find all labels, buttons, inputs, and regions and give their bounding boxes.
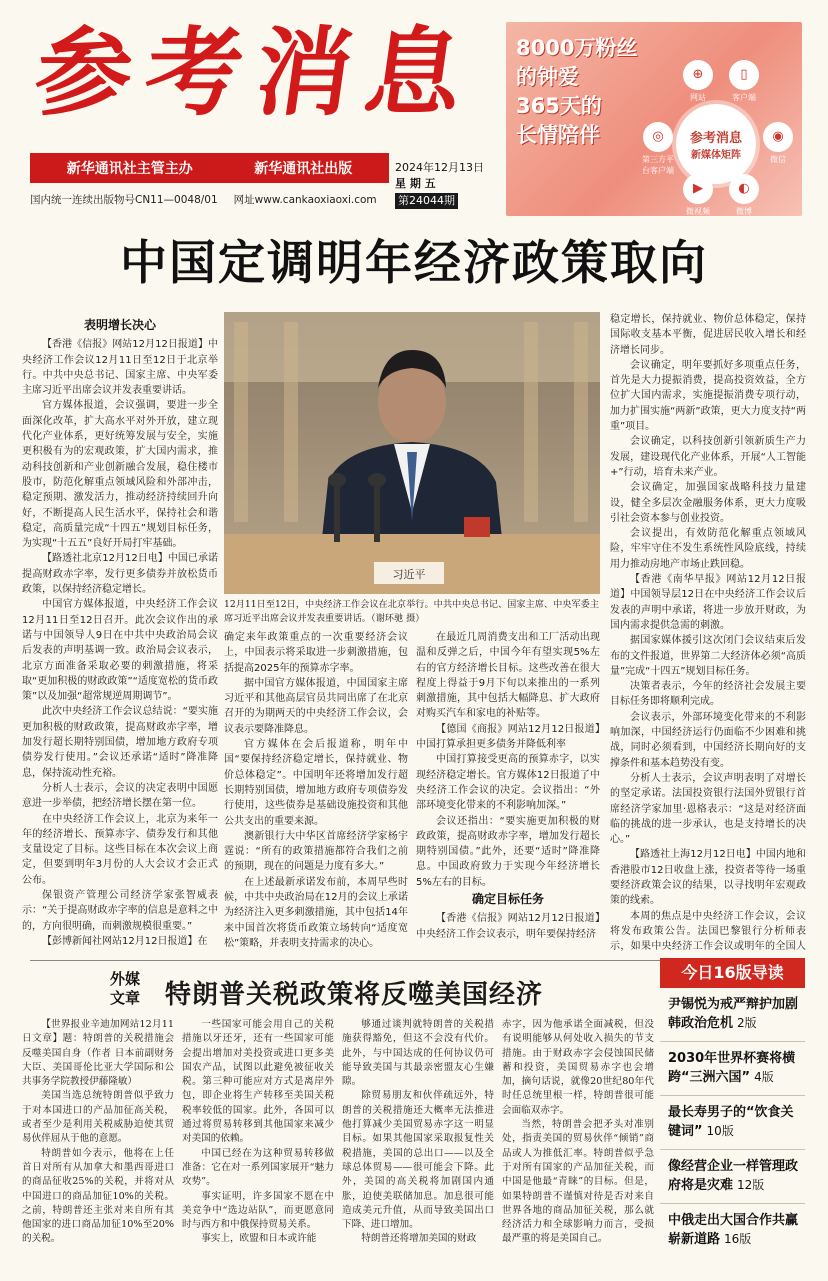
article-column-2 [224,630,408,954]
paragraph: 会议确定，加强国家战略科技力量建设，健全多层次金融服务体系，更大力度吸引社会资本参与创业投资。 [610,482,806,524]
article-column-3 [416,630,600,954]
guide-item-page: 16版 [724,1232,752,1246]
foreign-article-label [110,970,140,1008]
label-bottom: 文章 [110,989,141,1007]
todays-guide-box [660,958,805,1258]
paragraph: 【世界报业辛迪加网站12月11日文章】题：特朗普的关税措施会反噬美国自身（作者 日本前副财务大臣、美国哥伦比亚大学国际和公共事务学院教授伊藤隆敏） [22,1019,174,1088]
paragraph: 据中国官方媒体报道，中国国家主席习近平和其他高层官员共同出席了在北京召开的为期两天的中央经济工作会议，会议表示要降准降息。 [224,677,408,735]
photo-illustration [224,312,600,594]
guide-item[interactable] [660,1042,805,1096]
guide-item[interactable] [660,1096,805,1150]
ad-app-icon: ▯ 客户端 [726,60,762,103]
ad-line-4: 长情陪伴 [516,123,600,147]
ad-hub-logo: 参考消息 [689,131,742,146]
ad-line-3: 365天的 [516,94,602,118]
new-media-ad[interactable] [506,22,802,216]
main-headline: 中国定调明年经济政策取向 [120,236,708,291]
paragraph: 官方媒体在会后报道称，明年中国“要保持经济稳定增长，保持就业、物价总体稳定”。中国明年还将增加发行超长期特别国债，增加地方政府专项债券发行使用，这些债券是基础设施投资和其他公共支出的重要来源。 [224,739,408,827]
paragraph: 据国家媒体援引这次闭门会议结束后发布的文件报道，世界第二大经济体必须“高质量”完成“十四五”规划目标任务。 [610,635,806,677]
masthead-logo [28,16,485,138]
guide-item[interactable] [660,988,805,1042]
paragraph: 【香港《信报》网站12月12日报道】中央经济工作会议12月11日至12日于北京举行。中共中央总书记、国家主席、中央军委主席习近平出席会议并发表重要讲话。 [22,339,218,397]
paragraph: 一些国家可能会用自己的关税措施以牙还牙，还有一些国家可能会提出增加对美投资或进口更多美国农产品，试图以此避免被征收关税。第三种可能应对方式是离岸外包，即企业将生产转移至美国关税税率较低的国家。此外，各国可以通过将贸易转移到其他国家来减少对美国的依赖。 [182,1019,334,1145]
paragraph: 决策者表示，今年的经济社会发展主要目标任务即将顺利完成。 [610,681,806,708]
paragraph: 【路透社上海12月12日电】中国内地和香港股市12日收盘上涨，投资者等待一场重要经济政策会议的结果，以寻找明年宏观政策的线索。 [610,849,806,907]
ad-video-icon: ▶ 微视频 [680,174,716,216]
masthead-title: 参考消息 [28,16,485,129]
paragraph: 【路透社北京12月12日电】中国已承诺提高财政赤字率，发行更多债券并放松货币政策，以保持经济稳定增长。 [22,553,218,596]
paragraph: 会议还指出：“要实施更加积极的财政政策，提高财政赤字率，增加发行超长期特别国债。”此外，还要“适时”降准降息。中国政府致力于实现今年经济增长5%左右的目标。 [416,815,600,888]
article-column-4 [610,312,806,954]
ad-slogan [516,34,637,150]
paragraph: 【德国《商报》网站12月12日报道】中国打算承担更多债务并降低利率 [416,723,600,751]
paragraph: 事实上，欧盟和日本或许能 [201,1233,317,1245]
paragraph: 本周的焦点是中央经济工作会议，会议将发布政策公告。法国巴黎银行分析师表示，如果中央经济工作会议或明年的全国人 [610,910,806,953]
ad-weibo-icon: ◐ 微博 [726,174,762,216]
foreign-column-2 [182,1018,334,1268]
info-bar [30,192,500,207]
ad-website-icon: ⊕ 网站 [680,60,716,103]
ad-icon-label: 微视频 [686,207,710,216]
foreign-column-4 [502,1018,654,1268]
paragraph: 除贸易朋友和伙伴疏远外，特朗普的关税措施还大概率无法推进他打算减少美国贸易赤字这一明显目标。如果其他国家采取报复性关税措施，美国的总出口——以及全球总体贸易——很可能会下降。此外，美国的高关税将加剧国内通胀，迫使美联储加息。加息很可能造成美元升值，从而导致美国出口下降、进口增加。 [342,1090,494,1231]
subhead-targets: 确定目标任务 [471,892,544,907]
paragraph: 会议确定，以科技创新引领新质生产力发展，建设现代化产业体系，开展“人工智能+”行动，培育未来产业。 [610,436,806,478]
paragraph: 【彭博新闻社网站12月12日报道】在 [42,935,208,947]
section-divider [30,960,660,961]
foreign-column-1 [22,1018,174,1268]
paragraph: 【香港《南华早报》网站12月12日报道】中国领导层12日在中央经济工作会议后发表的声明中承诺，将进一步放开财政，为国内需求提供急需的刺激。 [610,574,806,631]
ad-hub [676,104,756,184]
guide-item[interactable] [660,1204,805,1257]
paragraph: 在最近几周消费支出和工厂活动出现温和反弹之后，中国今年有望实现5%左右的官方经济增长目标。这些改善在很大程度上得益于9月下旬以来推出的一系列刺激措施，其中包括大幅降息、扩大政府对购买汽车和家电的补贴等。 [416,632,600,720]
guide-item-title: 像经营企业一样管理政府将是灾难 [668,1159,799,1193]
paragraph: 稳定增长，保持就业、物价总体稳定，保持国际收支基本平衡，促进居民收入增长和经济增长同步。 [610,314,806,356]
paragraph: 分析人士表示，会议声明表明了对增长的坚定承诺。法国投资银行法国外贸银行首席经济学家加里·恩格表示：“这是对经济面临的挑战的进一步承认，也是支持增长的决心。” [610,772,806,846]
guide-item-page: 12版 [737,1178,765,1192]
paragraph: 在上述最新承诺发布前，本周早些时候，中共中央政治局在12月的会议上承诺为经济注入更多刺激措施，其中包括14年来中国首次将货币政策立场转向“适度宽松”策略，并表明支持需求的决心。 [224,876,408,949]
paragraph: 赤字，因为他承诺全面减税，但没有说明能够从何处收入损失的节支措施。由于财政赤字会侵蚀国民储蓄和投资，美国贸易赤字也会增加，摘句话说，就像20世纪80年代时任总统里根一样，特朗普很可能会面临双赤字。 [502,1019,654,1116]
publisher-bar [30,153,389,183]
publisher-slogan-right: 新华通讯社出版 [254,161,353,177]
paragraph: 会议提出，有效防范化解重点领域风险，牢牢守住不发生系统性风险底线，持续用力推动房地产市场止跌回稳。 [610,528,806,570]
foreign-column-3 [342,1018,494,1268]
guide-item[interactable] [660,1150,805,1204]
paragraph: 中国打算接受更高的预算赤字，以实现经济稳定增长。官方媒体12日报道了中央经济工作会议的决定。会议指出：“外部环境变化带来的不利影响加深。” [416,754,600,812]
paragraph: 会议表示，外部环境变化带来的不利影响加深，中国经济运行仍面临不少困难和挑战，同时必须看到，中国经济长期向好的支撑条件和基本趋势没有变。 [610,711,806,769]
guide-item-title: 最长寿男子的“饮食关键词” [668,1105,794,1139]
ad-wechat-icon: ◉ 微信 [760,122,796,165]
ad-icon-label: 微博 [736,207,752,216]
paragraph: 在中央经济工作会议上，北京为来年一年的经济增长、预算赤字、债券发行和其他支量设定了目标。这些目标在本次会议上商定，但要到明年3月份的人大会议才会正式公布。 [22,813,218,886]
paragraph: 中国已经在为这种贸易转移做准备：它在对一系列国家展开“魅力攻势”。 [182,1147,334,1188]
paragraph: 确定来年政策重点的一次重要经济会议上，中国表示将采取进一步刺激措施，包括提高2025年的预算赤字率。 [224,632,408,674]
paragraph: 当然，特朗普会把矛头对准别处，指责美国的贸易伙伴“倾销”商品或人为推低汇率。特朗普似乎急于对所有国家的产品加征关税，而中国是他最“青睐”的目标。但是，如果特朗普不谨慎对待是否对来自世界各地的商品加征关税，那么就经济活力和全球影响力而言，受损最严重的将是美国自己。 [502,1119,654,1245]
paragraph: 会议确定，明年要抓好多项重点任务，首先是大力提振消费，提高投资效益，全方位扩大国内需求，实施提振消费专项行动，加力扩围实施“两新”政策，更大力度支持“两重”项目。 [610,359,806,433]
paragraph: 分析人士表示，会议的决定表明中国愿意进一步举债，把经济增长摆在第一位。 [22,782,218,810]
guide-item-page: 4版 [754,1070,774,1084]
publication-number: 国内统一连续出版物号CN11—0048/01 [30,194,218,206]
ad-icon-label: 第三方平台客户端 [642,155,674,175]
guide-item-title: 2030年世界杯赛将横跨“三洲六国” [668,1051,796,1085]
paragraph: 够通过谈判就特朗普的关税措施获得豁免，但这不会没有代价。此外，与中国达成的任何协议仍可能导致美国与其最亲密盟友心生嫌隙。 [342,1019,494,1088]
ad-icon-label: 网站 [690,93,706,102]
guide-item-title: 中俄走出大国合作共赢崭新道路 [668,1213,799,1247]
ad-line-1: 8000万粉丝 [516,36,638,60]
paragraph: 此次中央经济工作会议总结说：“要实施更加积极的财政政策，提高财政赤字率，增加发行超长期特别国债，增加地方政府专项债券发行使用。”会议还承诺“适时”降准降息，保持流动性充裕。 [22,706,218,779]
label-top: 外媒 [110,970,141,988]
todays-guide-title: 今日16版导读 [660,958,805,988]
paragraph: 中国官方媒体报道，中央经济工作会议12月11日至12日召开。此次会议作出的承诺与中国领导人9日在中共中央政治局会议后发表的声明基调一致。政治局会议表示，北京方面准备采取必要的刺激措施，将采取“更加积极的财政政策”“适度宽松的货币政策”以及加强“超常规逆周期调节”。 [22,599,218,703]
guide-item-title: 尹锡悦为戒严辩护加剧韩政治危机 [668,997,799,1031]
paragraph: 保银资产管理公司经济学家张智威表示：“关于提高财政赤字率的信息是意料之中的，方向很明确，而刺激规模很重要。” [22,889,218,932]
ad-platform-icon: ◎ 第三方平台客户端 [640,122,676,176]
foreign-article-title: 特朗普关税政策将反噬美国经济 [165,980,544,1010]
guide-item-page: 10版 [706,1124,734,1138]
issue-date: 2024年12月13日 [395,161,484,174]
paragraph: 事实证明，许多国家不愿在中美竞争中“选边站队”，而更愿意同时与西方和中俄保持贸易关系。 [182,1190,334,1231]
issue-number: 第24044期 [395,193,458,209]
nameplate: 习近平 [392,568,426,581]
paragraph: 特朗普如今表示，他将在上任首日对所有从加拿大和墨西哥进口的商品征收25%的关税，并将对从中国进口的商品加征10%的关税。之前，特朗普还主张对来自所有其他国家的进口商品加征10%至20%的关税。 [22,1147,174,1245]
ad-icon-label: 微信 [770,155,786,164]
paragraph: 澳新银行大中华区首席经济学家杨宇霆说：“所有的政策措施都符合我们之前的预期，现在的问题是力度有多大。” [224,830,408,873]
article-column-1 [22,316,218,954]
paragraph: 美国当选总统特朗普似乎致力于对本国进口的产品加征高关税，或者至少是利用关税威胁迫使其贸易伙伴屈从于他的意愿。 [22,1090,174,1145]
lead-photo [224,312,600,594]
ad-icon-label: 客户端 [732,93,756,102]
subhead-growth: 表明增长决心 [83,318,156,332]
photo-caption: 12月11日至12日，中央经济工作会议在北京举行。中共中央总书记、国家主席、中央军委主席习近平出席会议并发表重要讲话。（谢环驰 摄） [224,599,600,624]
guide-item-page: 2版 [737,1016,757,1030]
publisher-slogan-left: 新华通讯社主管主办 [66,161,193,177]
website-link[interactable]: 网址www.cankaoxiaoxi.com [233,194,377,206]
ad-line-2: 的钟爱 [516,65,579,89]
ad-hub-label: 新媒体矩阵 [691,150,741,161]
paragraph: 【香港《信报》网站12月12日报道】中央经济工作会议表示，明年要保持经济 [416,913,600,940]
paragraph: 特朗普还将增加美国的财政 [361,1233,477,1245]
paragraph: 官方媒体报道，会议强调，要进一步全面深化改革，扩大高水平对外开放，建立现代化产业体系，更好统筹发展与安全，实施更积极有为的宏观政策，扩大国内需求，推动科技创新和产业创新融合发展，稳住楼市股市，防范化解重点领域风险和外部冲击，稳定预期、激发活力，推动经济持续回升向好，不断提高人民生活水平，保持社会和谐稳定，高质量完成“十四五”规划目标任务，为实现“十五五”良好开局打牢基础。 [22,400,218,550]
issue-weekday: 星 期 五 [395,177,436,190]
